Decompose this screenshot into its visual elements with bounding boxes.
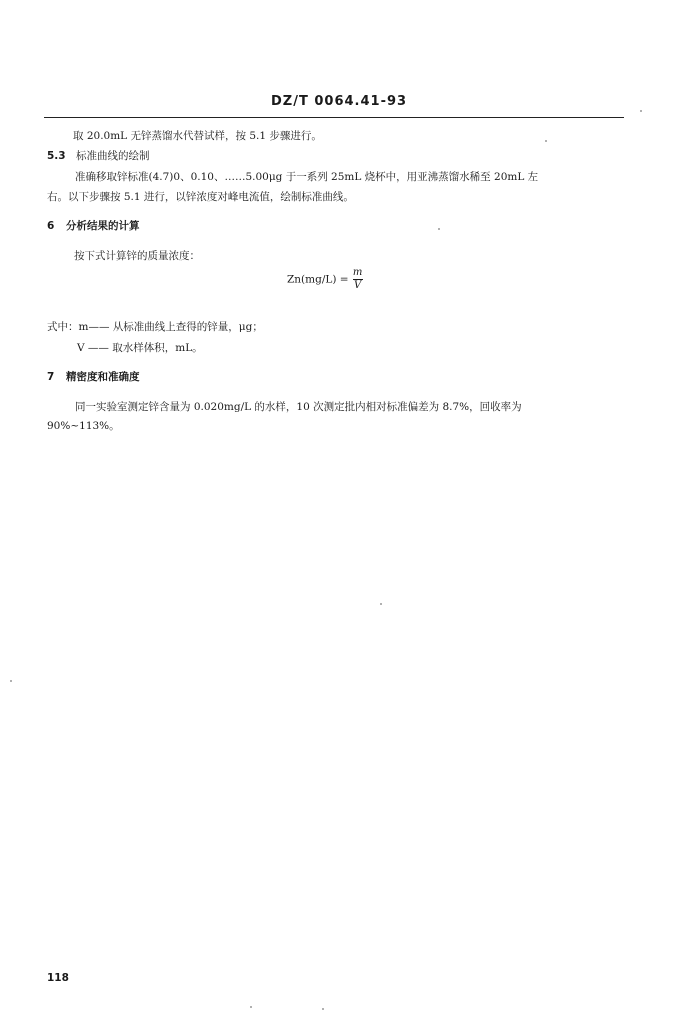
section-6-title: 分析结果的计算 <box>66 220 140 232</box>
section-7-paragraph-line-2: 90%~113%。 <box>47 420 120 432</box>
section-5-3-paragraph-line-1: 准确移取锌标准(4.7)0、0.10、……5.00μg 于一系列 25mL 烧杯中，用亚沸蒸馏水稀至 20mL 左 <box>75 171 539 183</box>
scan-speck <box>545 140 547 142</box>
formula-denominator: V <box>353 280 362 291</box>
section-5-3-number: 5.3 <box>47 150 66 162</box>
scan-speck <box>640 110 642 112</box>
where-m-definition: 式中：m—— 从标准曲线上查得的锌量，μg； <box>47 321 263 333</box>
blank-procedure-text: 取 20.0mL 无锌蒸馏水代替试样，按 5.1 步骤进行。 <box>73 130 322 142</box>
formula <box>287 268 363 291</box>
header-rule <box>44 117 624 118</box>
scan-speck <box>438 228 440 230</box>
where-v-definition: V —— 取水样体积，mL。 <box>77 342 203 354</box>
formula-numerator: m <box>352 267 363 278</box>
calculation-intro: 按下式计算锌的质量浓度： <box>74 250 200 262</box>
section-6-number: 6 <box>47 220 55 232</box>
scan-speck <box>322 1008 324 1010</box>
section-5-3-paragraph-line-2: 右。以下步骤按 5.1 进行，以锌浓度对峰电流值，绘制标准曲线。 <box>47 191 354 203</box>
scan-speck <box>10 680 12 682</box>
section-7-title: 精密度和准确度 <box>66 371 140 383</box>
formula-lhs: Zn(mg/L) = <box>287 273 349 286</box>
scan-speck <box>250 1006 252 1008</box>
standard-code-header: DZ/T 0064.41-93 <box>271 94 408 109</box>
formula-fraction <box>353 268 363 291</box>
section-5-3-title: 标准曲线的绘制 <box>76 150 150 162</box>
section-7-paragraph-line-1: 同一实验室测定锌含量为 0.020mg/L 的水样，10 次测定批内相对标准偏差为 8.7%，回收率为 <box>75 401 522 413</box>
scan-speck <box>380 603 382 605</box>
page-number: 118 <box>47 972 69 984</box>
section-7-number: 7 <box>47 371 55 383</box>
